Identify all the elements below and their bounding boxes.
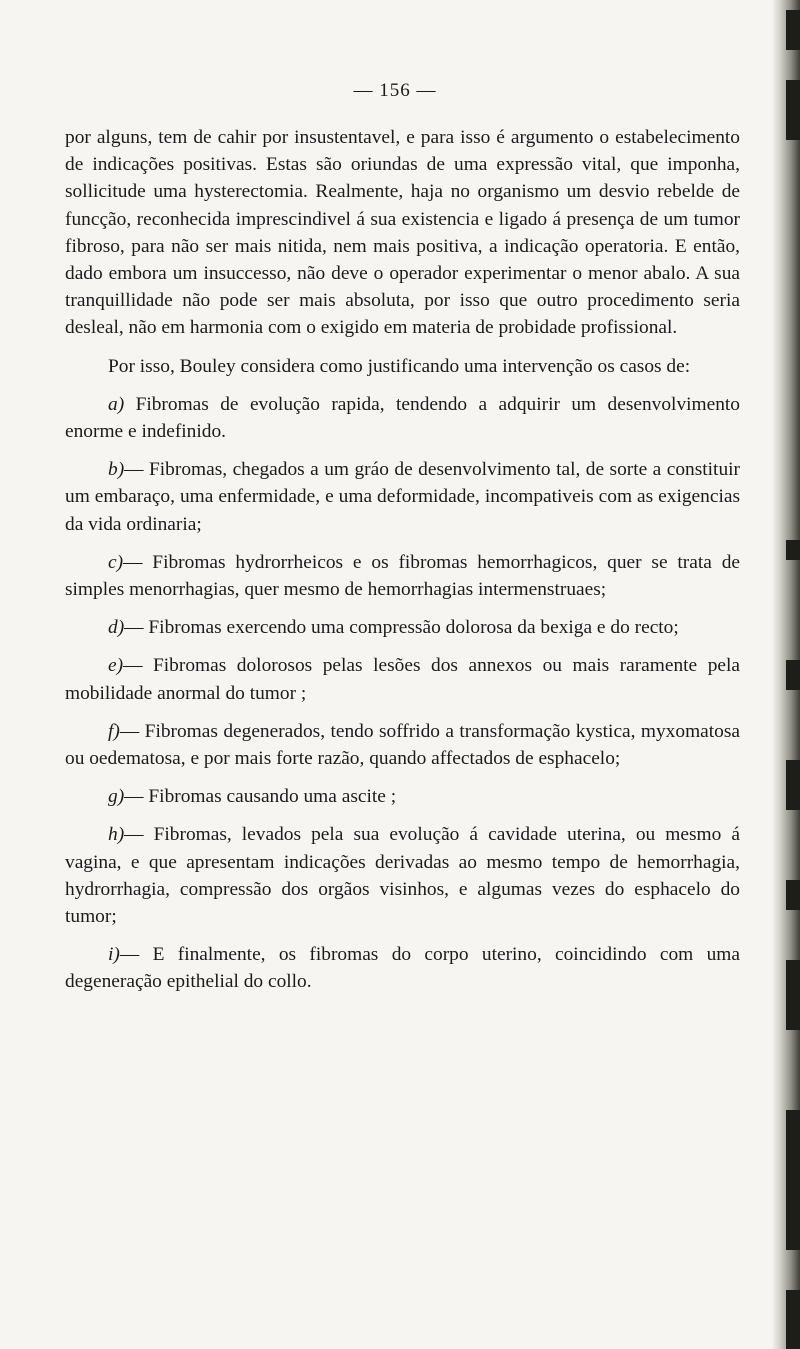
list-item-a bbox=[65, 391, 740, 445]
edge-mark bbox=[786, 760, 800, 810]
list-item-h bbox=[65, 821, 740, 930]
item-letter: f) bbox=[108, 720, 120, 742]
list-item-d bbox=[65, 614, 740, 641]
item-letter: b) bbox=[108, 459, 125, 481]
page-number: — 156 — bbox=[353, 80, 437, 101]
paragraph-intro: por alguns, tem de cahir por insustentavel, e para isso é argumento o estabelecimento de indicações positivas. Estas são oriundas de uma expressão vital, que imponha, sollicitude uma hysterectomia. Realmente, haja no organismo um desvio rebelde de funcção, reconhecida imprescindivel á sua existencia e ligado á presença de um tumor fibroso, para não ser mais nitida, nem mais positiva, a indicação operatoria. E então, dado embora um insuccesso, não deve o operador experimentar o menor abalo. A sua tranquillidade não pode ser mais absoluta, por isso que outro procedimento seria desleal, não em harmonia com o exigido em materia de probidade profissional. bbox=[65, 127, 740, 339]
item-letter: i) bbox=[108, 944, 120, 966]
edge-mark bbox=[786, 80, 800, 140]
item-letter: g) bbox=[108, 786, 125, 808]
item-text: — Fibromas degenerados, tendo soffrido a transformação kystica, myxomatosa ou oedematosa, e por mais forte razão, quando affectados de esphacelo; bbox=[65, 720, 740, 770]
list-item-b bbox=[65, 456, 740, 538]
edge-mark bbox=[786, 880, 800, 910]
edge-mark bbox=[786, 660, 800, 690]
edge-mark bbox=[786, 10, 800, 50]
edge-mark bbox=[786, 1290, 800, 1349]
item-text: — E finalmente, os fibromas do corpo uterino, coincidindo com uma degeneração epithelial do collo. bbox=[65, 944, 740, 993]
item-text: — Fibromas dolorosos pelas lesões dos annexos ou mais raramente pela mobilidade anormal do tumor ; bbox=[65, 655, 740, 704]
item-text: — Fibromas exercendo uma compressão dolorosa da bexiga e do recto; bbox=[124, 617, 679, 639]
item-letter: d) bbox=[108, 617, 125, 639]
list-item-i bbox=[65, 941, 740, 995]
edge-mark bbox=[786, 540, 800, 560]
item-letter: h) bbox=[108, 824, 125, 846]
edge-mark bbox=[786, 960, 800, 1030]
edge-mark bbox=[786, 1110, 800, 1250]
item-letter: a) bbox=[108, 393, 125, 415]
item-text: — Fibromas, levados pela sua evolução á cavidade uterina, ou mesmo á vagina, e que apresentam indicações derivadas ao mesmo tempo de hemorrhagia, hydrorrhagia, compressão dos orgãos visinhos, e algumas vezes do esphacelo do tumor; bbox=[65, 824, 740, 928]
item-letter: e) bbox=[108, 655, 124, 677]
list-item-c bbox=[65, 549, 740, 603]
list-item-e bbox=[65, 652, 740, 706]
item-letter: c) bbox=[108, 551, 124, 573]
list-item-f bbox=[65, 718, 740, 772]
item-text: — Fibromas, chegados a um gráo de desenvolvimento tal, de sorte a constituir um embaraço, uma enfermidade, e uma deformidade, incompativeis com as exigencias da vida ordinaria; bbox=[65, 459, 740, 535]
list-item-g bbox=[65, 783, 740, 810]
item-text: Fibromas de evolução rapida, tendendo a adquirir um desenvolvimento enorme e indefinido. bbox=[65, 393, 740, 443]
item-text: — Fibromas hydrorrheicos e os fibromas hemorrhagicos, quer se trata de simples menorrhagias, quer mesmo de hemorrhagias intermenstruaes; bbox=[65, 551, 740, 601]
item-text: — Fibromas causando uma ascite ; bbox=[124, 786, 397, 808]
body-text bbox=[65, 124, 740, 996]
page-edge-shadow bbox=[772, 0, 800, 1349]
paragraph-bouley: Por isso, Bouley considera como justificando uma intervenção os casos de: bbox=[108, 355, 691, 377]
